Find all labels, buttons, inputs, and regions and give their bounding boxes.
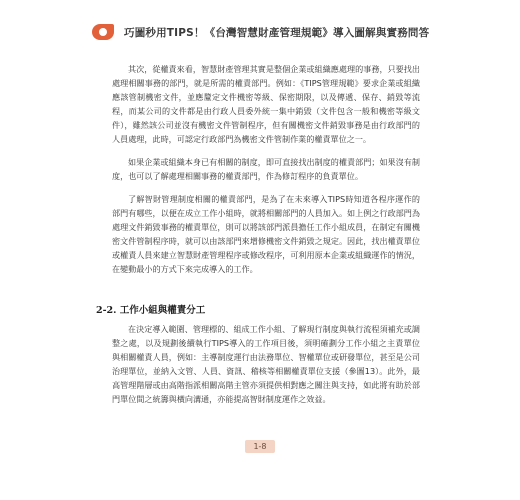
header-title: 巧圖秒用TIPS！《台灣智慧財產管理規範》導入圖解與實務問答 xyxy=(124,26,430,39)
running-header xyxy=(92,22,429,42)
paragraph-2: 如果企業或組織本身已有相關的制度，即可直接找出制度的權責部門；如果沒有制度，也可以了解處理相關事務的權責部門，作為修訂程序的負責單位。 xyxy=(112,157,420,181)
book-eye-icon xyxy=(92,24,118,40)
paragraph-1: 其次，從權責來看，智慧財產管理其實是整個企業或組織應處理的事務，只要找出處理相關事務的部門，就是所需的權責部門。例如：《TIPS管理規範》要求企業或組織應該管制機密文件，並應釐定文件機密等級、保密期限，以及傳遞、保存、銷毀等流程，而某公司的文件都是由行政人員委外統一集中銷毀（文件包含一般和機密等級文件），雖然該公司並沒有機密文件管制程序，但有關機密文件銷毀事務是由行政部門的人員處理，此時，可認定行政部門為機密文件管制作業的權責單位之一。 xyxy=(112,64,420,144)
paragraph-4: 在決定導入範圍、管理標的、組成工作小組、了解現行制度與執行流程須補充或調整之處，以及規劃後續執行TIPS導入的工作項目後，須明確劃分工作小組之主責單位與相關權責人員，例如：主導制度運行由法務單位、智權單位或研發單位，甚至是公司治理單位，並納入文管、人員、資訊、稽核等相關權責單位支援（參圖13）。此外，最高管理階層或由高階指派相關高階主管亦須提供相對應之關注與支持，如此將有助於部門單位間之統籌與橫向溝通，亦能提高智財制度運作之效益。 xyxy=(112,324,420,404)
page-footer xyxy=(0,440,520,453)
section-heading: 2-2. 工作小組與權責分工 xyxy=(96,305,206,316)
paragraph-3: 了解智財管理制度相關的權責部門，是為了在未來導入TIPS時知道各程序運作的部門有哪些，以便在成立工作小組時，就將相關部門的人員加入。如上例之行政部門為處理文件銷毀事務的權責單位，則可以將該部門派員擔任工作小組成員，在制定有關機密文件管制程序時，就可以由該部門來增修機密文件銷毀之規定。因此，找出權責單位或權責人員來建立智慧財產管理程序或修改程序，可利用原本企業或組織運作的情況，在變動最小的方式下來完成導入的工作。 xyxy=(112,194,420,274)
section-body-text xyxy=(112,322,420,415)
page-number: 1-8 xyxy=(245,440,274,453)
body-text xyxy=(112,62,420,285)
